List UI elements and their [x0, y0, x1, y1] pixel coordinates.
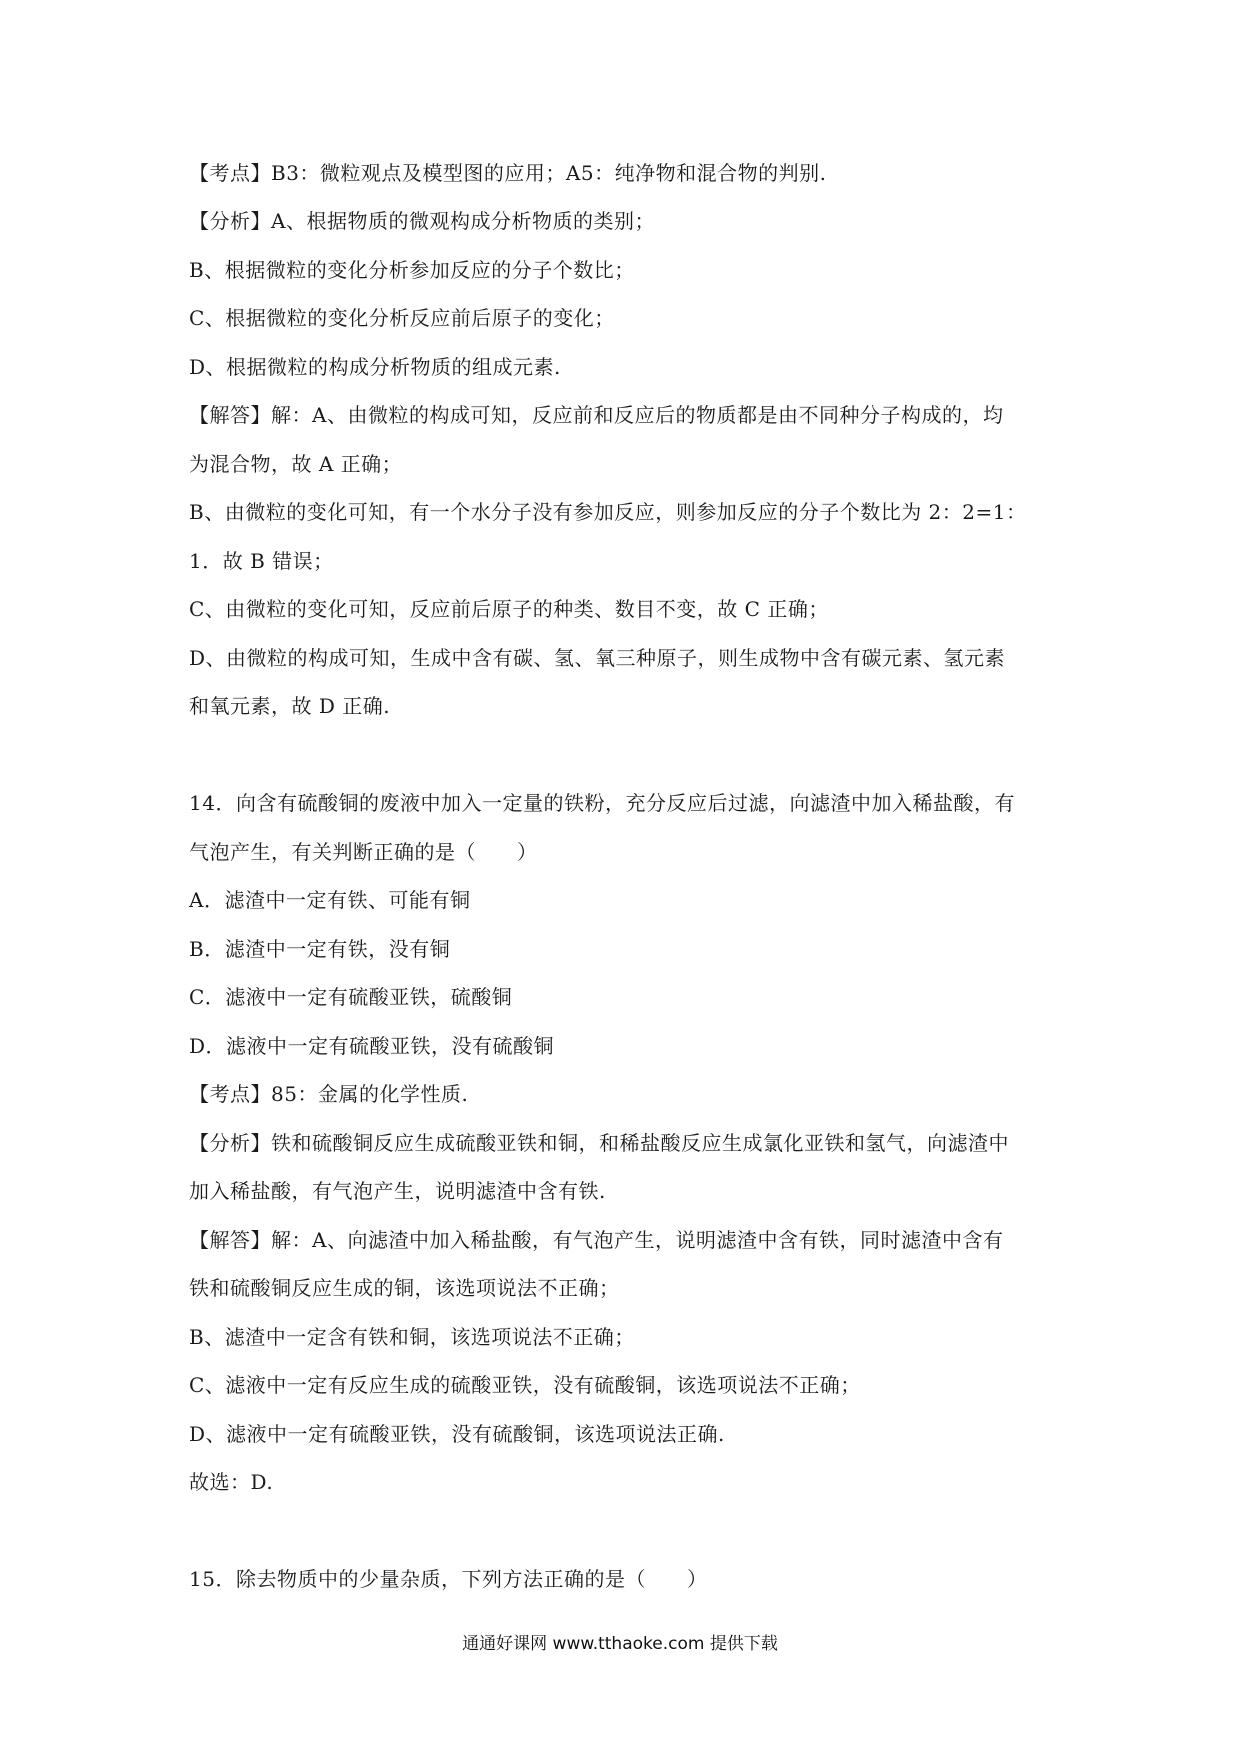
q14-jieda-line-3: B、滤渣中一定含有铁和铜，该选项说法不正确； — [189, 1325, 635, 1349]
q13-jieda-line-7: 和氧元素，故 D 正确. — [189, 694, 391, 718]
q14-jieda-line-5: D、滤液中一定有硫酸亚铁，没有硫酸铜，该选项说法正确. — [189, 1422, 725, 1446]
q14-jieda-line-2: 铁和硫酸铜反应生成的铜，该选项说法不正确； — [189, 1276, 620, 1300]
q13-kaodian: 【考点】B3：微粒观点及模型图的应用；A5：纯净物和混合物的判别. — [189, 161, 827, 185]
q14-kaodian: 【考点】85：金属的化学性质. — [189, 1082, 469, 1106]
q14-jieda-line-1: 【解答】解：A、向滤渣中加入稀盐酸，有气泡产生，说明滤渣中含有铁，同时滤渣中含有 — [189, 1228, 1004, 1252]
q13-fenxi-line-1: 【分析】A、根据物质的微观构成分析物质的类别； — [189, 209, 655, 233]
q13-jieda-line-3: B、由微粒的变化可知，有一个水分子没有参加反应，则参加反应的分子个数比为 2：2=1： — [189, 500, 1027, 524]
q14-stem-line-2: 气泡产生，有关判断正确的是（ ） — [189, 840, 538, 864]
q13-jieda-line-4: 1．故 B 错误； — [189, 549, 334, 573]
q13-jieda-line-6: D、由微粒的构成可知，生成中含有碳、氢、氧三种原子，则生成物中含有碳元素、氢元素 — [189, 646, 1006, 670]
q14-jieda-line-4: C、滤液中一定有反应生成的硫酸亚铁，没有硫酸铜，该选项说法不正确； — [189, 1373, 861, 1397]
q14-option-a: A．滤渣中一定有铁、可能有铜 — [189, 888, 471, 912]
q13-fenxi-line-2: B、根据微粒的变化分析参加反应的分子个数比； — [189, 258, 635, 282]
q13-fenxi-line-3: C、根据微粒的变化分析反应前后原子的变化； — [189, 306, 615, 330]
q14-fenxi-line-1: 【分析】铁和硫酸铜反应生成硫酸亚铁和铜，和稀盐酸反应生成氯化亚铁和氢气，向滤渣中 — [189, 1131, 1009, 1155]
q13-jieda-line-1: 【解答】解：A、由微粒的构成可知，反应前和反应后的物质都是由不同种分子构成的，均 — [189, 403, 1004, 427]
q15-stem: 15．除去物质中的少量杂质，下列方法正确的是（ ） — [189, 1567, 708, 1591]
page-footer: 通通好课网 www.tthaoke.com 提供下载 — [462, 1634, 778, 1654]
q14-answer: 故选：D. — [189, 1470, 274, 1494]
q14-stem-line-1: 14．向含有硫酸铜的废液中加入一定量的铁粉，充分反应后过滤，向滤渣中加入稀盐酸，有 — [189, 791, 1015, 815]
q14-fenxi-line-2: 加入稀盐酸，有气泡产生，说明滤渣中含有铁. — [189, 1179, 606, 1203]
q13-fenxi-line-4: D、根据微粒的构成分析物质的组成元素. — [189, 355, 561, 379]
q13-jieda-line-2: 为混合物，故 A 正确； — [189, 452, 403, 476]
q14-option-d: D．滤液中一定有硫酸亚铁，没有硫酸铜 — [189, 1034, 555, 1058]
q13-jieda-line-5: C、由微粒的变化可知，反应前后原子的种类、数目不变，故 C 正确； — [189, 597, 829, 621]
q14-option-c: C．滤液中一定有硫酸亚铁，硫酸铜 — [189, 985, 513, 1009]
q14-option-b: B．滤渣中一定有铁，没有铜 — [189, 937, 451, 961]
